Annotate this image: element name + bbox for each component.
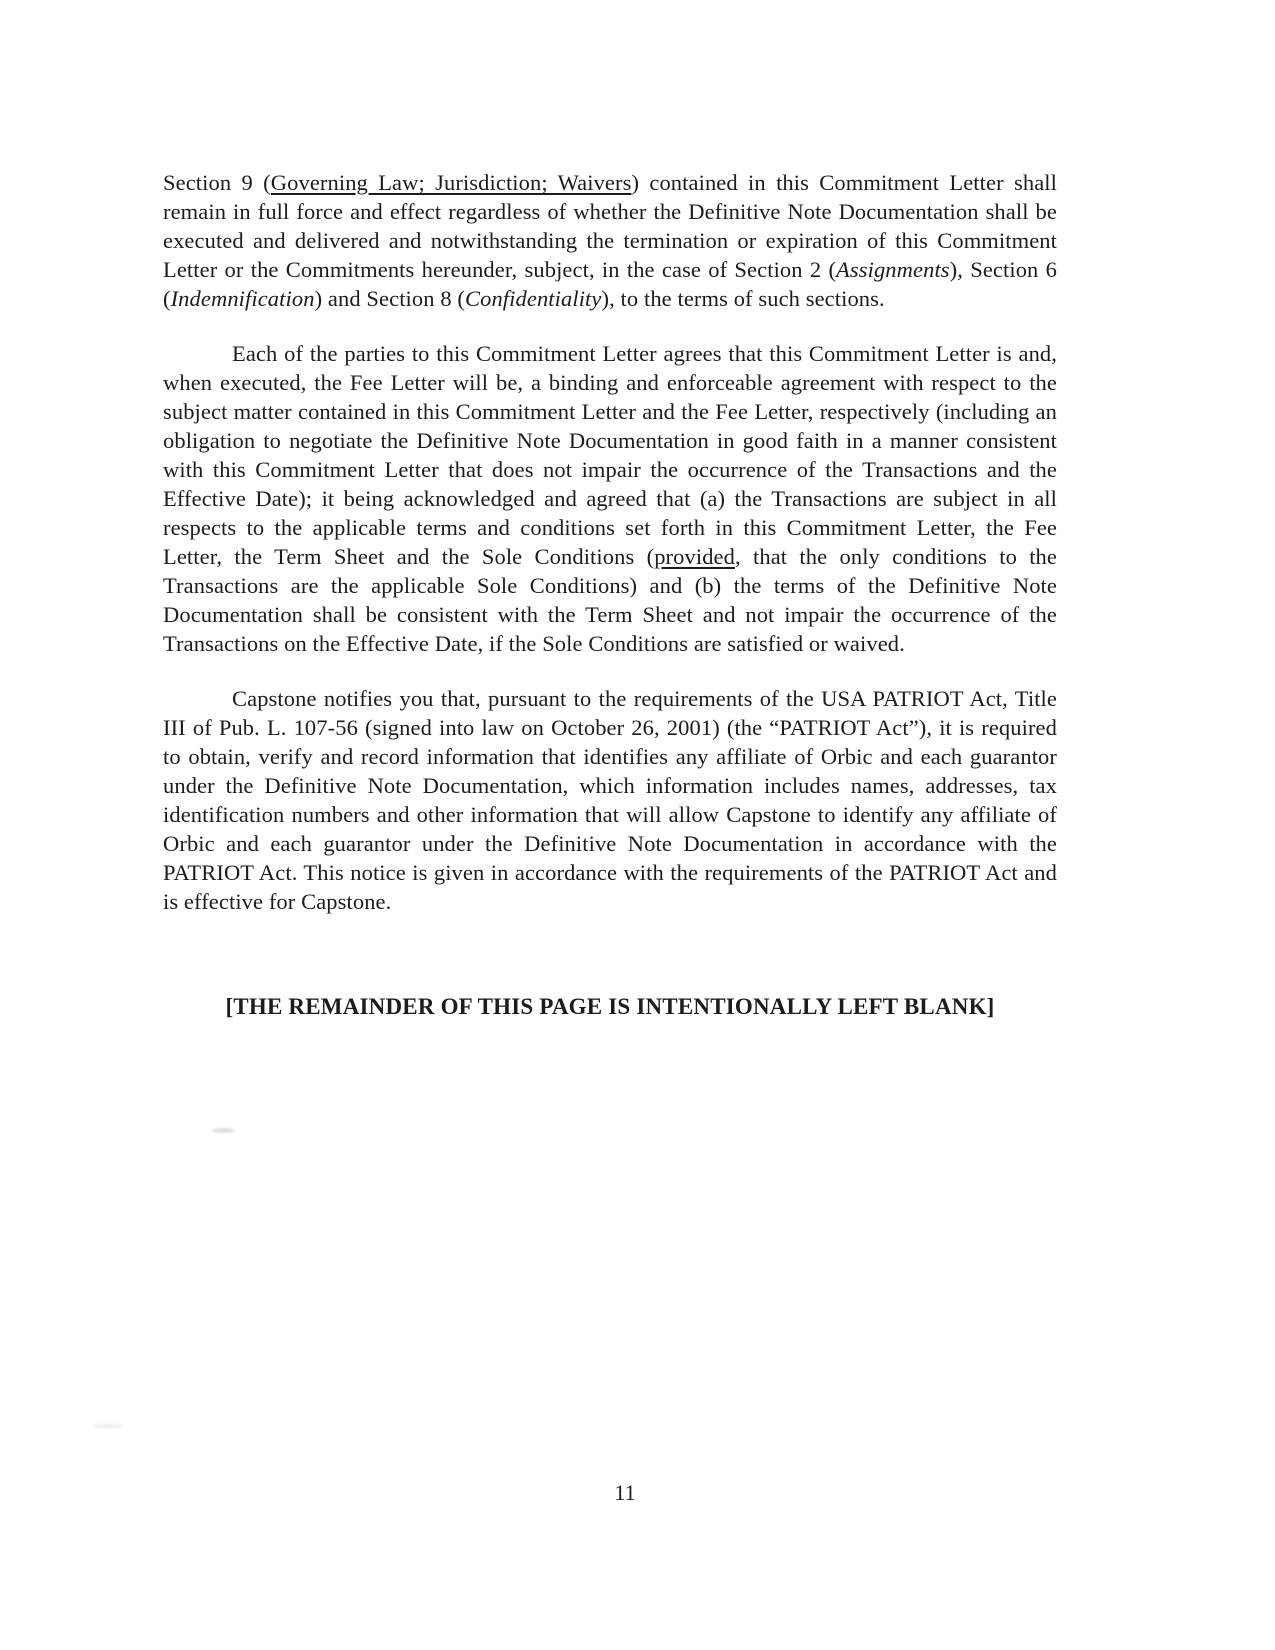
- text-run: ), to the terms of such sections.: [601, 286, 885, 311]
- text-run: ), Section 6 (: [163, 257, 1057, 311]
- text-run: , that the only conditions to the Transactions are the applicable Sole Conditions) and (b) the terms of the Definitive Note Documentation shall be consistent with the Term Sheet and not impair the occurrence of the Transactions on the Effective Date, if the Sole Conditions are satisfied or waived.: [163, 544, 1057, 656]
- scan-artifact: [212, 1128, 234, 1133]
- text-run: Section 9 (: [163, 170, 271, 195]
- italic-phrase-assignments: Assignments: [836, 257, 950, 282]
- italic-phrase-confidentiality: Confidentiality: [465, 286, 602, 311]
- body-paragraph-1: [163, 168, 1057, 313]
- page-number: 11: [614, 1480, 636, 1505]
- page-content: [163, 168, 1057, 1020]
- underlined-phrase-provided: provided: [654, 544, 735, 569]
- text-run: ) contained in this Commitment Letter shall remain in full force and effect regardless of whether the Definitive Note Documentation shall be executed and delivered and notwithstanding the termination or expiration of this Commitment Letter or the Commitments hereunder, subject, in the case of Section 2 (: [163, 170, 1057, 282]
- text-run: ) and Section 8 (: [314, 286, 465, 311]
- remainder-blank-notice: [THE REMAINDER OF THIS PAGE IS INTENTIONALLY LEFT BLANK]: [225, 994, 995, 1019]
- scan-artifact: [93, 1424, 123, 1428]
- text-run: Each of the parties to this Commitment Letter agrees that this Commitment Letter is and, when executed, the Fee Letter will be, a binding and enforceable agreement with respect to the subject matter contained in this Commitment Letter and the Fee Letter, respectively (including an obligation to negotiate the Definitive Note Documentation in good faith in a manner consistent with this Commitment Letter that does not impair the occurrence of the Transactions and the Effective Date); it being acknowledged and agreed that (a) the Transactions are subject in all respects to the applicable terms and conditions set forth in this Commitment Letter, the Fee Letter, the Term Sheet and the Sole Conditions (: [163, 341, 1057, 569]
- body-paragraph-3-patriot-act: [163, 684, 1057, 916]
- underlined-phrase-governing-law: Governing Law; Jurisdiction; Waivers: [270, 170, 632, 195]
- body-paragraph-2: [163, 339, 1057, 658]
- text-run: Capstone notifies you that, pursuant to the requirements of the USA PATRIOT Act, Title III of Pub. L. 107-56 (signed into law on October 26, 2001) (the “PATRIOT Act”), it is required to obtain, verify and record information that identifies any affiliate of Orbic and each guarantor under the Definitive Note Documentation, which information includes names, addresses, tax identification numbers and other information that will allow Capstone to identify any affiliate of Orbic and each guarantor under the Definitive Note Documentation in accordance with the PATRIOT Act. This notice is given in accordance with the requirements of the PATRIOT Act and is effective for Capstone.: [163, 686, 1057, 914]
- italic-phrase-indemnification: Indemnification: [170, 286, 315, 311]
